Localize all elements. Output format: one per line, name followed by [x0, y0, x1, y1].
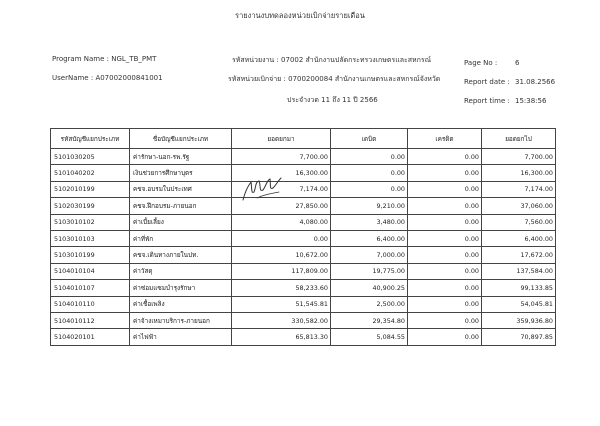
- report-date-label: Report date :: [464, 78, 510, 86]
- cell-carried-forward: 137,584.00: [482, 263, 556, 279]
- cell-carried-forward: 37,060.00: [482, 198, 556, 214]
- table-header-row: [51, 129, 556, 149]
- cell-credit: 0.00: [408, 149, 482, 165]
- cell-debit: 0.00: [331, 165, 408, 181]
- user-name: [52, 74, 163, 82]
- cell-account-name: ค่าไฟฟ้า: [130, 329, 232, 345]
- table-row: [51, 280, 556, 296]
- cell-account-name: ค่าเชื้อเพลิง: [130, 296, 232, 312]
- disbursing-unit-label: รหัสหน่วยเบิกจ่าย :: [228, 75, 286, 83]
- cell-carried-forward: 359,936.80: [482, 312, 556, 328]
- cell-account-name: ค่ารักษา-นอก-รพ.รัฐ: [130, 149, 232, 165]
- cell-account-code: 5104010110: [51, 296, 130, 312]
- cell-account-code: 5102010199: [51, 181, 130, 197]
- page-number-value: 6: [515, 59, 520, 67]
- cell-account-code: 5104010112: [51, 312, 130, 328]
- cell-carried-forward: 99,133.85: [482, 280, 556, 296]
- trial-balance-table: [50, 128, 556, 346]
- report-time-value: 15:38:56: [515, 97, 547, 105]
- agency-code: [232, 55, 431, 66]
- table-row: [51, 329, 556, 345]
- cell-account-code: 5101030205: [51, 149, 130, 165]
- disbursing-unit: [228, 74, 440, 85]
- cell-carried-forward: 7,174.00: [482, 181, 556, 197]
- cell-debit: 6,400.00: [331, 230, 408, 246]
- cell-account-code: 5103010199: [51, 247, 130, 263]
- cell-credit: 0.00: [408, 165, 482, 181]
- table-row: [51, 214, 556, 230]
- col-header-carried-forward: ยอดยกไป: [482, 129, 556, 149]
- cell-account-code: 5103010102: [51, 214, 130, 230]
- cell-debit: 19,775.00: [331, 263, 408, 279]
- cell-brought-forward: 117,809.00: [232, 263, 331, 279]
- report-period: ประจำงวด 11 ถึง 11 ปี 2566: [287, 96, 378, 104]
- cell-account-code: 5103010103: [51, 230, 130, 246]
- table-row: [51, 198, 556, 214]
- cell-credit: 0.00: [408, 247, 482, 263]
- cell-debit: 7,000.00: [331, 247, 408, 263]
- cell-carried-forward: 6,400.00: [482, 230, 556, 246]
- program-name-label: Program Name :: [52, 55, 109, 63]
- report-time-label: Report time :: [464, 97, 510, 105]
- cell-credit: 0.00: [408, 329, 482, 345]
- cell-debit: 40,900.25: [331, 280, 408, 296]
- cell-account-name: ค่าซ่อมแซมบำรุงรักษา: [130, 280, 232, 296]
- cell-account-name: เงินช่วยการศึกษาบุตร: [130, 165, 232, 181]
- table-row: [51, 149, 556, 165]
- cell-carried-forward: 54,045.81: [482, 296, 556, 312]
- cell-account-name: คชจ.อบรมในประเทศ: [130, 181, 232, 197]
- col-header-account-name: ชื่อบัญชีแยกประเภท: [130, 129, 232, 149]
- cell-credit: 0.00: [408, 296, 482, 312]
- col-header-credit: เครดิต: [408, 129, 482, 149]
- table-row: [51, 165, 556, 181]
- cell-debit: 0.00: [331, 181, 408, 197]
- cell-account-name: ค่าวัสดุ: [130, 263, 232, 279]
- cell-account-name: คชจ.ฝึกอบรม-ภายนอก: [130, 198, 232, 214]
- cell-credit: 0.00: [408, 230, 482, 246]
- cell-brought-forward: 4,080.00: [232, 214, 331, 230]
- cell-brought-forward: 27,850.00: [232, 198, 331, 214]
- report-title: รายงานงบทดลองหน่วยเบิกจ่ายรายเดือน: [235, 11, 365, 20]
- col-header-debit: เดบิต: [331, 129, 408, 149]
- table-row: [51, 263, 556, 279]
- cell-brought-forward: 58,233.60: [232, 280, 331, 296]
- agency-code-value: 07002 สำนักงานปลัดกระทรวงเกษตรและสหกรณ์: [281, 56, 432, 64]
- cell-account-code: 5102030199: [51, 198, 130, 214]
- page-number-label: Page No :: [464, 59, 498, 67]
- col-header-account-code: รหัสบัญชีแยกประเภท: [51, 129, 130, 149]
- table-row: [51, 247, 556, 263]
- cell-credit: 0.00: [408, 198, 482, 214]
- cell-debit: 29,354.80: [331, 312, 408, 328]
- cell-credit: 0.00: [408, 312, 482, 328]
- cell-carried-forward: 7,700.00: [482, 149, 556, 165]
- cell-debit: 5,084.55: [331, 329, 408, 345]
- table-row: [51, 230, 556, 246]
- cell-carried-forward: 16,300.00: [482, 165, 556, 181]
- table-row: [51, 181, 556, 197]
- cell-debit: 3,480.00: [331, 214, 408, 230]
- cell-account-code: 5104020101: [51, 329, 130, 345]
- cell-brought-forward: 51,545.81: [232, 296, 331, 312]
- report-date-value: 31.08.2566: [515, 78, 556, 86]
- cell-credit: 0.00: [408, 280, 482, 296]
- cell-account-name: ค่าเบี้ยเลี้ยง: [130, 214, 232, 230]
- table-body: [51, 149, 556, 346]
- cell-brought-forward: 0.00: [232, 230, 331, 246]
- cell-carried-forward: 70,897.85: [482, 329, 556, 345]
- cell-brought-forward: 330,582.00: [232, 312, 331, 328]
- cell-debit: 2,500.00: [331, 296, 408, 312]
- program-name: [52, 55, 156, 63]
- disbursing-unit-value: 0700200084 สำนักงานเกษตรและสหกรณ์จังหวัด: [288, 75, 441, 83]
- cell-carried-forward: 7,560.00: [482, 214, 556, 230]
- cell-brought-forward: 16,300.00: [232, 165, 331, 181]
- cell-account-name: คชจ.เดินทางภายในปท.: [130, 247, 232, 263]
- cell-brought-forward: 10,672.00: [232, 247, 331, 263]
- table-row: [51, 296, 556, 312]
- cell-brought-forward: 65,813.30: [232, 329, 331, 345]
- col-header-brought-forward: ยอดยกมา: [232, 129, 331, 149]
- cell-brought-forward: 7,700.00: [232, 149, 331, 165]
- cell-account-code: 5101040202: [51, 165, 130, 181]
- page-number: [464, 59, 497, 67]
- cell-carried-forward: 17,672.00: [482, 247, 556, 263]
- cell-credit: 0.00: [408, 214, 482, 230]
- cell-account-name: ค่าที่พัก: [130, 230, 232, 246]
- cell-credit: 0.00: [408, 181, 482, 197]
- cell-debit: 9,210.00: [331, 198, 408, 214]
- user-name-label: UserName :: [52, 74, 94, 82]
- cell-debit: 0.00: [331, 149, 408, 165]
- cell-credit: 0.00: [408, 263, 482, 279]
- table-row: [51, 312, 556, 328]
- user-name-value: A07002000841001: [95, 74, 163, 82]
- agency-code-label: รหัสหน่วยงาน :: [232, 56, 279, 64]
- cell-account-code: 5104010104: [51, 263, 130, 279]
- cell-brought-forward: 7,174.00: [232, 181, 331, 197]
- cell-account-name: ค่าจ้างเหมาบริการ-ภายนอก: [130, 312, 232, 328]
- cell-account-code: 5104010107: [51, 280, 130, 296]
- program-name-value: NGL_TB_PMT: [111, 55, 157, 63]
